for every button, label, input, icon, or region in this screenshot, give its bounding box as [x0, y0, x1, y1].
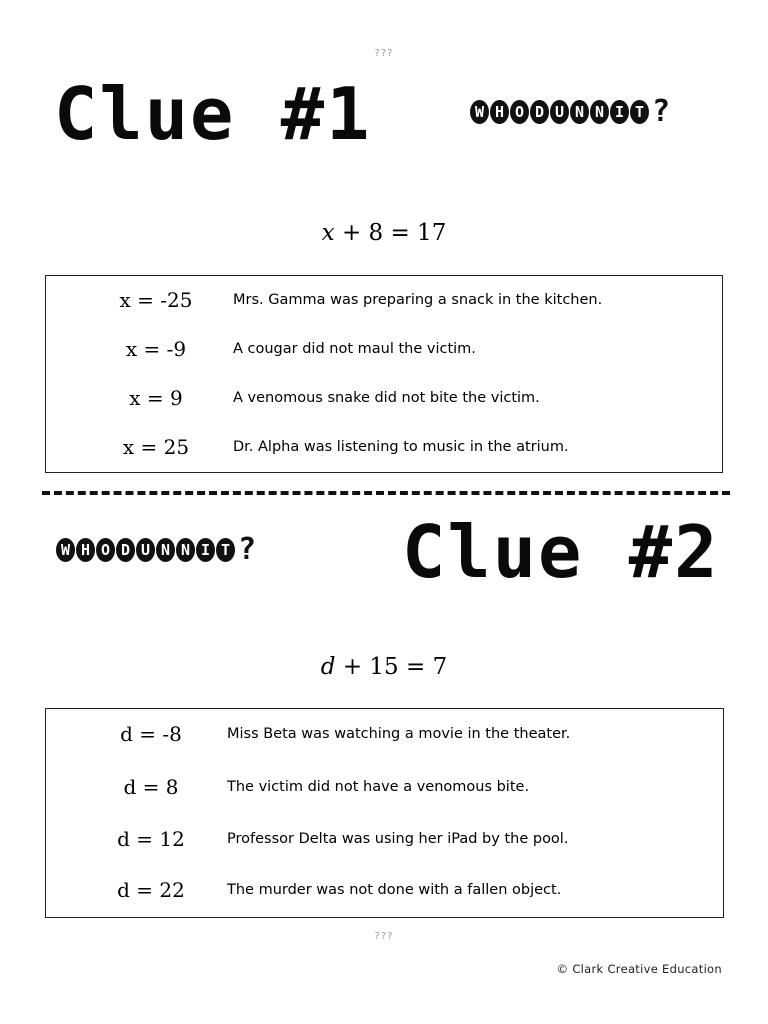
badge-letter: N	[570, 100, 589, 124]
equation-rest: + 15 = 7	[335, 654, 448, 680]
answer-value: x = -9	[125, 337, 187, 361]
top-marker: ???	[374, 48, 394, 59]
badge-letter: U	[550, 100, 569, 124]
badge-letter: D	[530, 100, 549, 124]
answer-value: d = -8	[120, 722, 182, 746]
badge-letter: N	[590, 100, 609, 124]
answer-row	[46, 285, 722, 315]
answer-row	[46, 334, 722, 364]
answer-statement: Miss Beta was watching a movie in the theater.	[227, 726, 571, 742]
answer-statement: A venomous snake did not bite the victim.	[233, 390, 540, 406]
badge-question-mark: ?	[652, 94, 671, 129]
answer-row	[46, 772, 723, 802]
badge-letter: O	[96, 538, 115, 562]
answer-row	[46, 824, 723, 854]
badge-letter: I	[610, 100, 629, 124]
clue-1-answer-box	[45, 275, 723, 473]
clue-2-title: Clue #2	[402, 510, 720, 594]
badge-letter: H	[490, 100, 509, 124]
badge-letter: O	[510, 100, 529, 124]
clue-1-title: Clue #1	[54, 72, 372, 156]
answer-value: x = 25	[122, 435, 190, 459]
clue-2-answer-box	[45, 708, 724, 918]
badge-letter: T	[630, 100, 649, 124]
answer-statement: The victim did not have a venomous bite.	[227, 779, 530, 795]
answer-value: d = 12	[117, 827, 185, 851]
badge-letter: T	[216, 538, 235, 562]
badge-letter: I	[196, 538, 215, 562]
whodunnit-badge-2	[56, 532, 257, 567]
copyright-footer: © Clark Creative Education	[556, 962, 722, 976]
answer-statement: The murder was not done with a fallen object.	[227, 882, 562, 898]
answer-statement: Professor Delta was using her iPad by the pool.	[227, 831, 569, 847]
equation-variable: d	[320, 654, 336, 680]
equation-rest: + 8 = 17	[334, 220, 447, 246]
clue-1-equation	[0, 220, 768, 246]
badge-letter: W	[470, 100, 489, 124]
answer-row	[46, 383, 722, 413]
answer-value: d = 22	[117, 878, 185, 902]
answer-statement: A cougar did not maul the victim.	[233, 341, 476, 357]
badge-question-mark: ?	[238, 532, 257, 567]
bottom-marker: ???	[374, 931, 394, 942]
badge-letter: H	[76, 538, 95, 562]
answer-statement: Dr. Alpha was listening to music in the atrium.	[233, 439, 569, 455]
answer-statement: Mrs. Gamma was preparing a snack in the kitchen.	[233, 292, 603, 308]
answer-row	[46, 719, 723, 749]
whodunnit-badge-1	[470, 94, 671, 129]
badge-letter: D	[116, 538, 135, 562]
answer-value: d = 8	[123, 775, 179, 799]
answer-row	[46, 432, 722, 462]
badge-letter: N	[156, 538, 175, 562]
cut-line-divider	[42, 491, 730, 495]
clue-2-equation	[0, 654, 768, 680]
badge-letter: W	[56, 538, 75, 562]
answer-row	[46, 875, 723, 905]
equation-variable: x	[321, 220, 335, 246]
answer-value: x = -25	[119, 288, 193, 312]
badge-letter: N	[176, 538, 195, 562]
badge-letter: U	[136, 538, 155, 562]
answer-value: x = 9	[129, 386, 183, 410]
